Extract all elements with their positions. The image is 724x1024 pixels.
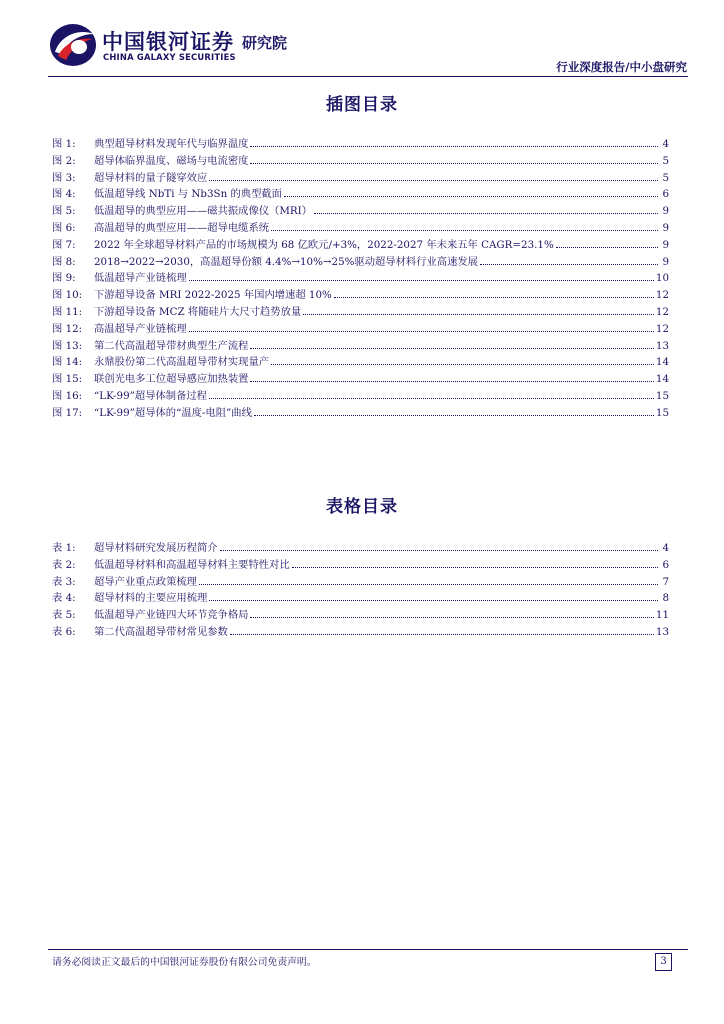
header-divider: [48, 76, 688, 77]
table-title: 低温超导产业链四大环节竞争格局: [94, 609, 249, 622]
dot-leader: [250, 146, 658, 147]
figure-number: 图 15:: [52, 373, 83, 386]
page-number: 3: [655, 953, 672, 971]
table-page: 8: [662, 592, 669, 605]
toc-item-figure[interactable]: [52, 254, 669, 271]
table-title: 超导材料的主要应用梳理: [94, 592, 208, 605]
toc-item-figure[interactable]: [52, 405, 669, 422]
figure-page: 15: [655, 389, 669, 402]
figure-number: 图 7:: [52, 238, 76, 251]
figure-title: 超导材料的量子隧穿效应: [94, 171, 208, 184]
figure-page: 6: [662, 188, 669, 201]
table-title: 第二代高温超导带材常见参数: [94, 625, 228, 638]
figure-number: 图 1:: [52, 138, 76, 150]
table-number: 表 4:: [52, 592, 76, 605]
dot-leader: [250, 163, 658, 164]
figure-page: 9: [662, 255, 669, 268]
dot-leader: [314, 213, 658, 214]
figure-title: 低温超导线 NbTi 与 Nb3Sn 的典型截面: [94, 188, 282, 201]
tables-toc-title: 表格目录: [326, 497, 398, 517]
figure-page: 12: [655, 322, 669, 335]
figure-page: 5: [662, 171, 669, 184]
toc-item-table[interactable]: [52, 590, 669, 607]
footer-disclaimer: 请务必阅读正文最后的中国银河证券股份有限公司免责声明。: [52, 957, 317, 968]
table-number: 表 1:: [52, 542, 76, 554]
dot-leader: [556, 247, 658, 248]
dot-leader: [254, 415, 654, 416]
table-title: 超导产业重点政策梳理: [94, 575, 197, 588]
toc-item-table[interactable]: [52, 607, 669, 624]
figure-number: 图 4:: [52, 188, 76, 201]
dot-leader: [284, 196, 658, 197]
figure-title: 典型超导材料发现年代与临界温度: [94, 138, 249, 150]
figure-page: 9: [662, 205, 669, 218]
figure-title: 超导体临界温度、磁场与电流密度: [94, 154, 249, 167]
figure-page: 12: [655, 289, 669, 302]
toc-item-figure[interactable]: [52, 338, 669, 355]
table-page: 11: [655, 609, 669, 622]
figure-page: 14: [655, 356, 669, 369]
dot-leader: [199, 584, 658, 585]
dot-leader: [189, 331, 654, 332]
figure-page: 12: [655, 305, 669, 318]
figure-number: 图 9:: [52, 272, 76, 285]
figure-number: 图 12:: [52, 322, 83, 335]
footer-divider: [48, 949, 688, 950]
figures-toc: [52, 136, 669, 422]
table-page: 7: [662, 575, 669, 588]
galaxy-logo-icon: [48, 22, 98, 68]
figure-number: 图 8:: [52, 255, 76, 268]
figure-page: 9: [662, 221, 669, 234]
table-title: 超导材料研究发展历程简介: [94, 542, 218, 554]
table-title: 低温超导材料和高温超导材料主要特性对比: [94, 558, 290, 571]
dot-leader: [334, 297, 654, 298]
figure-title: “LK-99”超导体制备过程: [94, 389, 207, 402]
toc-item-figure[interactable]: [52, 287, 669, 304]
figure-number: 图 3:: [52, 171, 76, 184]
figure-number: 图 2:: [52, 154, 76, 167]
dot-leader: [189, 280, 654, 281]
table-number: 表 6:: [52, 625, 76, 638]
toc-item-figure[interactable]: [52, 388, 669, 405]
toc-item-figure[interactable]: [52, 170, 669, 187]
toc-item-table[interactable]: [52, 624, 669, 641]
figure-number: 图 10:: [52, 289, 83, 302]
table-page: 13: [655, 625, 669, 638]
brand-name-cn: 中国银河证券: [102, 30, 234, 54]
figure-number: 图 17:: [52, 406, 83, 419]
dot-leader: [209, 180, 658, 181]
dot-leader: [271, 364, 654, 365]
figure-title: “LK-99”超导体的“温度-电阻”曲线: [94, 406, 252, 419]
figure-page: 13: [655, 339, 669, 352]
figure-title: 高温超导的典型应用——超导电缆系统: [94, 221, 270, 234]
figure-number: 图 16:: [52, 389, 83, 402]
figure-title: 高温超导产业链梳理: [94, 322, 187, 335]
toc-item-figure[interactable]: [52, 304, 669, 321]
figure-title: 联创光电多工位超导感应加热装置: [94, 373, 249, 386]
figure-title: 下游超导设备 MRI 2022-2025 年国内增速超 10%: [94, 289, 332, 302]
figures-toc-title: 插图目录: [326, 95, 398, 115]
toc-item-figure[interactable]: [52, 203, 669, 220]
figure-page: 5: [662, 154, 669, 167]
figure-page: 14: [655, 373, 669, 386]
toc-item-table[interactable]: [52, 557, 669, 574]
table-page: 6: [662, 558, 669, 571]
dot-leader: [230, 634, 654, 635]
table-number: 表 3:: [52, 575, 76, 588]
brand-name-en: CHINA GALAXY SECURITIES: [103, 52, 236, 62]
figure-title: 下游超导设备 MCZ 将随硅片大尺寸趋势放量: [94, 305, 302, 318]
dot-leader: [220, 550, 658, 551]
dot-leader: [292, 567, 658, 568]
toc-item-table[interactable]: [52, 574, 669, 591]
figure-number: 图 13:: [52, 339, 83, 352]
figure-page: 4: [662, 138, 669, 150]
tables-toc: [52, 540, 669, 641]
figure-page: 15: [655, 406, 669, 419]
page-header: [48, 22, 688, 74]
dot-leader: [303, 314, 654, 315]
report-category: 行业深度报告/中小盘研究: [556, 60, 687, 74]
figure-page: 9: [662, 238, 669, 251]
figure-number: 图 5:: [52, 205, 76, 218]
figure-title: 2018→2022→2030，高温超导份额 4.4%→10%→25%驱动超导材料行业高速发展: [94, 255, 478, 268]
toc-item-figure[interactable]: [52, 237, 669, 254]
figure-page: 10: [655, 272, 669, 285]
table-number: 表 5:: [52, 609, 76, 622]
figure-number: 图 14:: [52, 356, 83, 369]
toc-item-figure[interactable]: [52, 136, 669, 153]
figure-title: 永鼎股份第二代高温超导带材实现量产: [94, 356, 270, 369]
toc-item-figure[interactable]: [52, 186, 669, 203]
dot-leader: [250, 617, 653, 618]
dot-leader: [271, 230, 658, 231]
dot-leader: [209, 600, 658, 601]
figure-title: 第二代高温超导带材典型生产流程: [94, 339, 249, 352]
toc-item-figure[interactable]: [52, 270, 669, 287]
figure-number: 图 6:: [52, 221, 76, 234]
toc-item-figure[interactable]: [52, 321, 669, 338]
figure-number: 图 11:: [52, 305, 83, 318]
table-number: 表 2:: [52, 558, 76, 571]
dot-leader: [209, 398, 654, 399]
toc-item-figure[interactable]: [52, 220, 669, 237]
dot-leader: [250, 348, 653, 349]
figure-title: 低温超导产业链梳理: [94, 272, 187, 285]
toc-item-table[interactable]: [52, 540, 669, 557]
institute-label: 研究院: [242, 34, 288, 52]
toc-item-figure[interactable]: [52, 371, 669, 388]
dot-leader: [480, 264, 658, 265]
toc-item-figure[interactable]: [52, 153, 669, 170]
figure-title: 2022 年全球超导材料产品的市场规模为 68 亿欧元/+3%，2022-2027 年未来五年 CAGR=23.1%: [94, 238, 554, 251]
figure-title: 低温超导的典型应用——磁共振成像仪（MRI）: [94, 205, 313, 218]
table-page: 4: [662, 542, 669, 554]
dot-leader: [250, 381, 653, 382]
toc-item-figure[interactable]: [52, 354, 669, 371]
